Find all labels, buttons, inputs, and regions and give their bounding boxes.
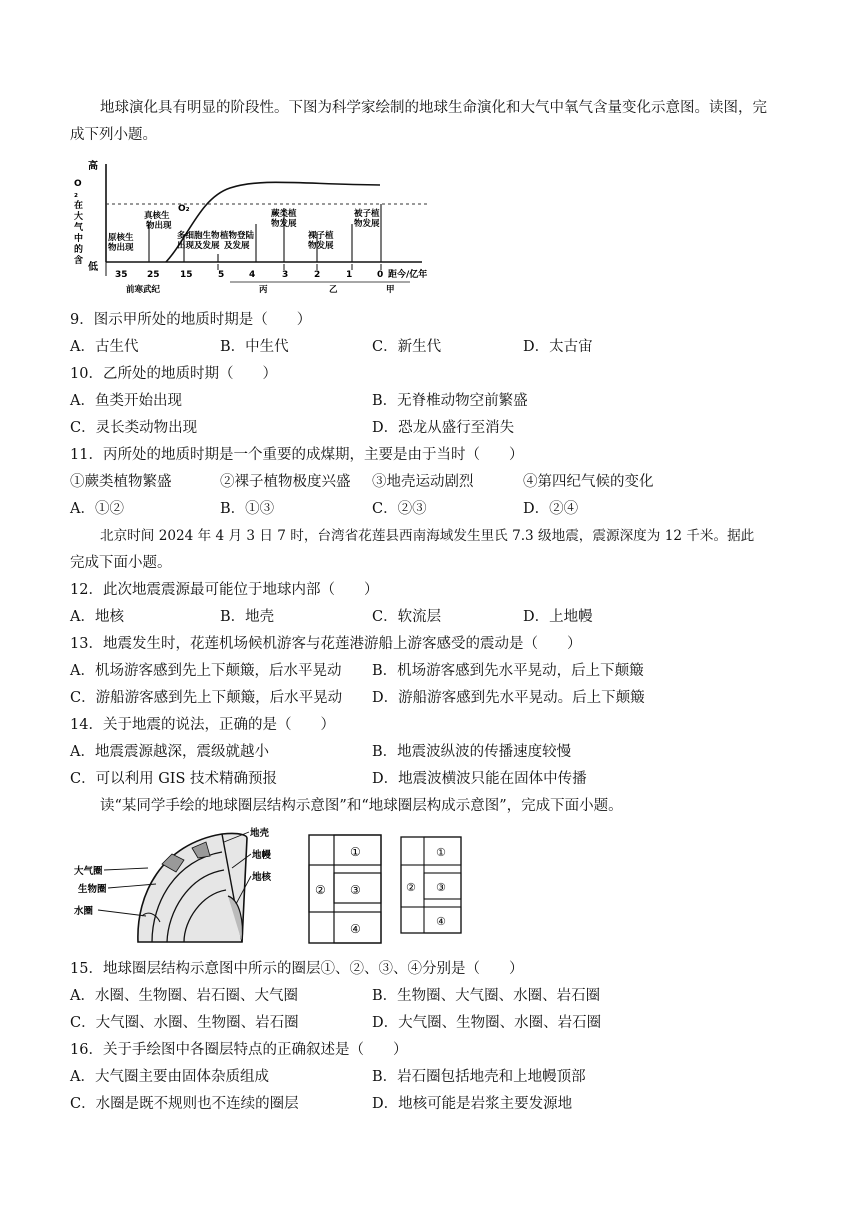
q11-statement-4: ④第四纪气候的变化 bbox=[523, 474, 654, 490]
event-prokaryote-1: 原核生 bbox=[108, 233, 134, 243]
event-multicellular-1: 多细胞生物 bbox=[177, 231, 220, 241]
q10-option-c[interactable]: C．灵长类动物出现 bbox=[70, 420, 198, 436]
tick-4: 4 bbox=[249, 270, 256, 280]
q10-option-d[interactable]: D．恐龙从盛行至消失 bbox=[372, 420, 515, 436]
q15-option-c[interactable]: C．大气圈、水圈、生物圈、岩石圈 bbox=[70, 1015, 299, 1031]
label-core: 地核 bbox=[252, 872, 272, 883]
event-ferns-1: 蕨类植 bbox=[271, 209, 297, 219]
q11-statement-3: ③地壳运动剧烈 bbox=[372, 474, 474, 490]
label-crust: 地壳 bbox=[250, 828, 270, 839]
event-prokaryote-2: 物出现 bbox=[108, 243, 134, 253]
q9-stem: 9．图示甲所处的地质时期是（ ） bbox=[70, 312, 312, 328]
intro2-line1: 北京时间 2024 年 4 月 3 日 7 时，台湾省花莲县西南海域发生里氏 7.3 级地震，震源深度为 12 千米。据此 bbox=[100, 528, 755, 544]
q11-statement-1: ①蕨类植物繁盛 bbox=[70, 474, 172, 490]
q16-option-b[interactable]: B．岩石圈包括地壳和上地幔顶部 bbox=[372, 1069, 586, 1085]
q11-option-b[interactable]: B．①③ bbox=[220, 501, 275, 517]
y-axis-title bbox=[74, 179, 84, 266]
q15-stem: 15．地球圈层结构示意图中所示的圈层①、②、③、④分别是（ ） bbox=[70, 961, 524, 977]
q11-statement-2: ②裸子植物极度兴盛 bbox=[220, 474, 351, 490]
box1-label-3: ③ bbox=[350, 883, 361, 897]
tick-5: 5 bbox=[218, 270, 225, 280]
q14-option-d[interactable]: D．地震波横波只能在固体中传播 bbox=[372, 771, 587, 787]
box1-label-4: ④ bbox=[350, 922, 361, 936]
x-axis-unit: 距今/亿年 bbox=[388, 270, 428, 280]
q10-stem: 10．乙所处的地质时期（ ） bbox=[70, 366, 277, 382]
event-ferns-2: 物发展 bbox=[271, 219, 297, 229]
event-eukaryote-2: 物出现 bbox=[146, 221, 172, 231]
q14-option-b[interactable]: B．地震波纵波的传播速度较慢 bbox=[372, 744, 572, 760]
sphere-box-diagram-1 bbox=[306, 832, 386, 946]
box2-label-4: ④ bbox=[436, 915, 446, 928]
q11-stem: 11．丙所处的地质时期是一个重要的成煤期，主要是由于当时（ ） bbox=[70, 447, 524, 463]
box1-label-2: ② bbox=[315, 883, 326, 897]
q11-option-a[interactable]: A．①② bbox=[70, 501, 124, 517]
q13-option-d[interactable]: D．游船游客感到先水平晃动。后上下颠簸 bbox=[372, 690, 645, 706]
event-land-plants-2: 及发展 bbox=[224, 241, 250, 251]
box2-label-2: ② bbox=[406, 881, 416, 894]
q15-option-d[interactable]: D．大气圈、生物圈、水圈、岩石圈 bbox=[372, 1015, 602, 1031]
q10-option-a[interactable]: A．鱼类开始出现 bbox=[70, 393, 182, 409]
q12-option-c[interactable]: C．软流层 bbox=[372, 609, 442, 625]
event-gymnosperms-2: 物发展 bbox=[308, 241, 334, 251]
earth-spheres-hand-drawing bbox=[72, 824, 292, 948]
q13-option-b[interactable]: B．机场游客感到先水平晃动，后上下颠簸 bbox=[372, 663, 644, 679]
event-gymnosperms-1: 裸子植 bbox=[308, 231, 334, 241]
q15-option-b[interactable]: B．生物圈、大气圈、水圈、岩石圈 bbox=[372, 988, 601, 1004]
tick-15: 15 bbox=[180, 270, 193, 280]
box2-label-3: ③ bbox=[436, 881, 446, 894]
sphere-box-diagram-2 bbox=[398, 834, 464, 936]
tick-2: 2 bbox=[314, 270, 321, 280]
q11-option-c[interactable]: C．②③ bbox=[372, 501, 427, 517]
q13-option-a[interactable]: A．机场游客感到先上下颠簸，后水平晃动 bbox=[70, 663, 342, 679]
q12-stem: 12．此次地震震源最可能位于地球内部（ ） bbox=[70, 582, 379, 598]
era-jia: 甲 bbox=[386, 285, 395, 295]
y-axis-high-label: 高 bbox=[88, 161, 98, 172]
tick-1: 1 bbox=[346, 270, 353, 280]
q9-option-d[interactable]: D．太古宙 bbox=[523, 339, 593, 355]
q16-stem: 16．关于手绘图中各圈层特点的正确叙述是（ ） bbox=[70, 1042, 408, 1058]
q14-option-c[interactable]: C．可以利用 GIS 技术精确预报 bbox=[70, 771, 278, 787]
era-yi: 乙 bbox=[329, 285, 338, 295]
intro1-line2: 成下列小题。 bbox=[70, 127, 157, 143]
svg-text:₂: ₂ bbox=[74, 190, 78, 200]
q12-option-a[interactable]: A．地核 bbox=[70, 609, 124, 625]
tick-25: 25 bbox=[147, 270, 160, 280]
tick-0: 0 bbox=[377, 270, 384, 280]
life-evolution-o2-chart bbox=[70, 158, 450, 300]
q12-option-d[interactable]: D．上地幔 bbox=[523, 609, 593, 625]
label-biosphere: 生物圈 bbox=[78, 884, 107, 895]
y-axis-low-label: 低 bbox=[88, 262, 98, 273]
event-multicellular-2: 出现及发展 bbox=[177, 241, 220, 251]
label-hydrosphere: 水圈 bbox=[74, 906, 94, 917]
q12-option-b[interactable]: B．地壳 bbox=[220, 609, 275, 625]
event-angiosperms-2: 物发展 bbox=[354, 219, 380, 229]
intro2-line2: 完成下面小题。 bbox=[70, 555, 172, 571]
q9-option-a[interactable]: A．古生代 bbox=[70, 339, 139, 355]
q16-option-d[interactable]: D．地核可能是岩浆主要发源地 bbox=[372, 1096, 573, 1112]
label-atmosphere: 大气圈 bbox=[74, 866, 103, 877]
svg-text:在: 在 bbox=[74, 201, 84, 211]
q14-stem: 14．关于地震的说法，正确的是（ ） bbox=[70, 717, 335, 733]
o2-label: O₂ bbox=[178, 204, 190, 214]
q13-option-c[interactable]: C．游船游客感到先上下颠簸，后水平晃动 bbox=[70, 690, 343, 706]
q16-option-c[interactable]: C．水圈是既不规则也不连续的圈层 bbox=[70, 1096, 299, 1112]
event-land-plants-1: 植物登陆 bbox=[220, 231, 255, 241]
svg-text:的: 的 bbox=[74, 245, 84, 255]
event-angiosperms-1: 被子植 bbox=[354, 209, 380, 219]
era-precambrian: 前寒武纪 bbox=[126, 285, 161, 295]
q9-option-c[interactable]: C．新生代 bbox=[372, 339, 442, 355]
svg-text:大: 大 bbox=[74, 212, 84, 222]
box2-label-1: ① bbox=[436, 846, 446, 859]
q16-option-a[interactable]: A．大气圈主要由固体杂质组成 bbox=[70, 1069, 269, 1085]
label-mantle: 地幔 bbox=[252, 850, 272, 861]
q15-option-a[interactable]: A．水圈、生物圈、岩石圈、大气圈 bbox=[70, 988, 298, 1004]
q14-option-a[interactable]: A．地震震源越深，震级就越小 bbox=[70, 744, 269, 760]
intro1-line1: 地球演化具有明显的阶段性。下图为科学家绘制的地球生命演化和大气中氧气含量变化示意图。读图，完 bbox=[100, 100, 767, 116]
svg-text:气: 气 bbox=[74, 223, 84, 233]
tick-35: 35 bbox=[115, 270, 128, 280]
svg-text:中: 中 bbox=[74, 234, 84, 244]
q13-stem: 13．地震发生时，花莲机场候机游客与花莲港游船上游客感受的震动是（ ） bbox=[70, 636, 582, 652]
event-eukaryote-1: 真核生 bbox=[144, 211, 170, 221]
tick-3: 3 bbox=[282, 270, 289, 280]
q10-option-b[interactable]: B．无脊椎动物空前繁盛 bbox=[372, 393, 528, 409]
q11-option-d[interactable]: D．②④ bbox=[523, 501, 579, 517]
q9-option-b[interactable]: B．中生代 bbox=[220, 339, 289, 355]
intro3-line1: 读“某同学手绘的地球圈层结构示意图”和“地球圈层构成示意图”，完成下面小题。 bbox=[100, 798, 623, 814]
svg-text:含: 含 bbox=[74, 256, 84, 266]
box1-label-1: ① bbox=[350, 845, 361, 859]
era-bing: 丙 bbox=[259, 285, 268, 295]
svg-text:O: O bbox=[74, 179, 82, 189]
